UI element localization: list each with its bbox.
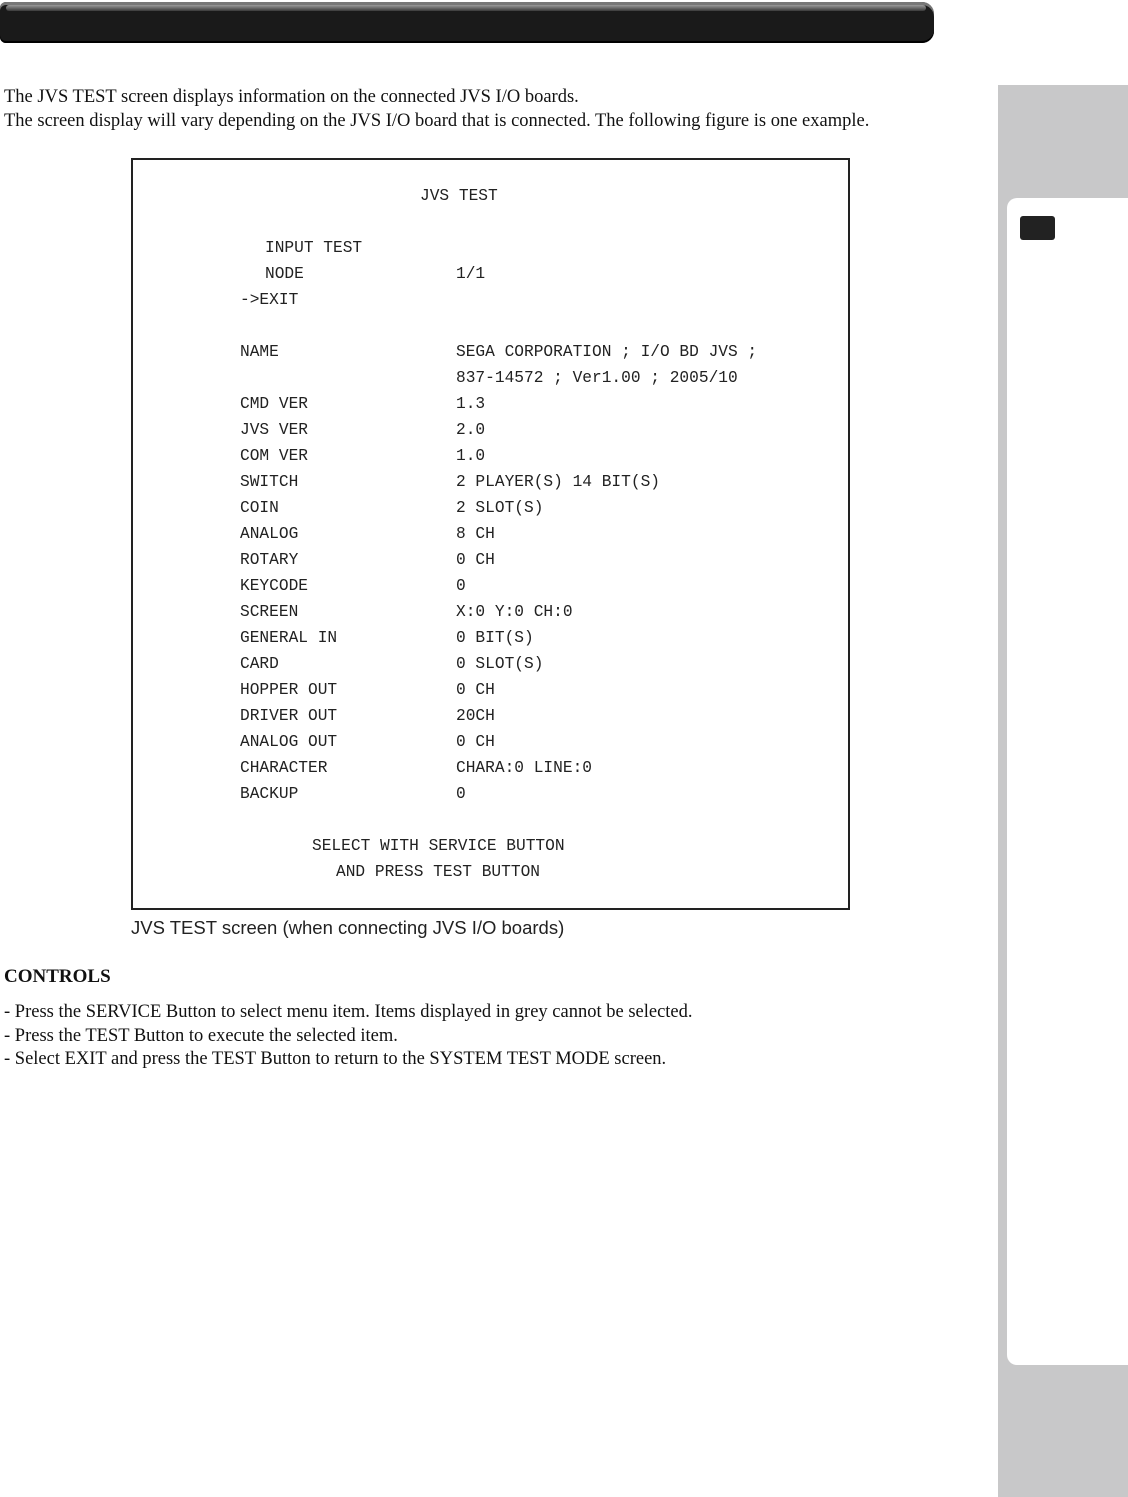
name-label: NAME bbox=[240, 343, 279, 361]
info-row-value: 0 CH bbox=[456, 551, 495, 569]
info-row-label: HOPPER OUT bbox=[240, 681, 338, 699]
info-row-label: COM VER bbox=[240, 447, 308, 465]
info-row-value: 2.0 bbox=[456, 421, 486, 439]
info-row-value: 0 CH bbox=[456, 733, 495, 751]
info-row-label: CMD VER bbox=[240, 395, 308, 413]
info-row-value: 20CH bbox=[456, 707, 495, 725]
header-bar bbox=[0, 2, 934, 43]
info-row-label: JVS VER bbox=[240, 421, 308, 439]
info-row-value: 0 bbox=[456, 785, 466, 803]
info-row-label: KEYCODE bbox=[240, 577, 308, 595]
info-row-value: 2 SLOT(S) bbox=[456, 499, 544, 517]
footer-line-1: SELECT WITH SERVICE BUTTON bbox=[312, 837, 565, 855]
controls-item: - Select EXIT and press the TEST Button to return to the SYSTEM TEST MODE screen. bbox=[4, 1049, 667, 1069]
info-row-value: 0 SLOT(S) bbox=[456, 655, 544, 673]
info-row-label: BACKUP bbox=[240, 785, 299, 803]
name-value-line-1: SEGA CORPORATION ; I/O BD JVS ; bbox=[456, 343, 758, 361]
intro-line-2: The screen display will vary depending on the JVS I/O board that is connected. The following figure is one example. bbox=[4, 111, 870, 131]
info-row-value: 0 BIT(S) bbox=[456, 629, 534, 647]
controls-heading: CONTROLS bbox=[4, 966, 111, 987]
info-row-value: 0 bbox=[456, 577, 466, 595]
menu-node-label[interactable]: NODE bbox=[265, 265, 304, 283]
info-row-label: COIN bbox=[240, 499, 279, 517]
info-row-label: SWITCH bbox=[240, 473, 299, 491]
name-value-line-2: 837-14572 ; Ver1.00 ; 2005/10 bbox=[456, 369, 738, 387]
info-row-label: CHARACTER bbox=[240, 759, 328, 777]
controls-item: - Press the TEST Button to execute the selected item. bbox=[4, 1025, 398, 1046]
side-tab-inner bbox=[1007, 198, 1128, 1365]
controls-list bbox=[4, 1001, 693, 1072]
info-row-label: ANALOG bbox=[240, 525, 299, 543]
intro-text bbox=[4, 85, 869, 133]
section-marker bbox=[1020, 216, 1055, 240]
info-row-value: 1.0 bbox=[456, 447, 486, 465]
menu-node-value: 1/1 bbox=[456, 265, 486, 283]
info-row-label: SCREEN bbox=[240, 603, 299, 621]
info-row-value: 0 CH bbox=[456, 681, 495, 699]
info-row-label: ROTARY bbox=[240, 551, 299, 569]
info-row-label: DRIVER OUT bbox=[240, 707, 338, 725]
figure-caption: JVS TEST screen (when connecting JVS I/O boards) bbox=[131, 917, 565, 938]
info-row-value: X:0 Y:0 CH:0 bbox=[456, 603, 573, 621]
info-row-value: 2 PLAYER(S) 14 BIT(S) bbox=[456, 473, 660, 491]
controls-item: - Press the SERVICE Button to select menu item. Items displayed in grey cannot be selected. bbox=[4, 1002, 693, 1022]
menu-input-test[interactable]: INPUT TEST bbox=[265, 239, 363, 257]
info-row-label: GENERAL IN bbox=[240, 629, 338, 647]
info-row-value: 8 CH bbox=[456, 525, 495, 543]
info-row-label: CARD bbox=[240, 655, 279, 673]
menu-exit[interactable]: ->EXIT bbox=[240, 291, 299, 309]
screen-title: JVS TEST bbox=[420, 187, 498, 205]
intro-line-1: The JVS TEST screen displays information on the connected JVS I/O boards. bbox=[4, 87, 579, 107]
info-row-label: ANALOG OUT bbox=[240, 733, 338, 751]
info-row-value: 1.3 bbox=[456, 395, 486, 413]
info-row-value: CHARA:0 LINE:0 bbox=[456, 759, 592, 777]
footer-line-2: AND PRESS TEST BUTTON bbox=[336, 863, 540, 881]
